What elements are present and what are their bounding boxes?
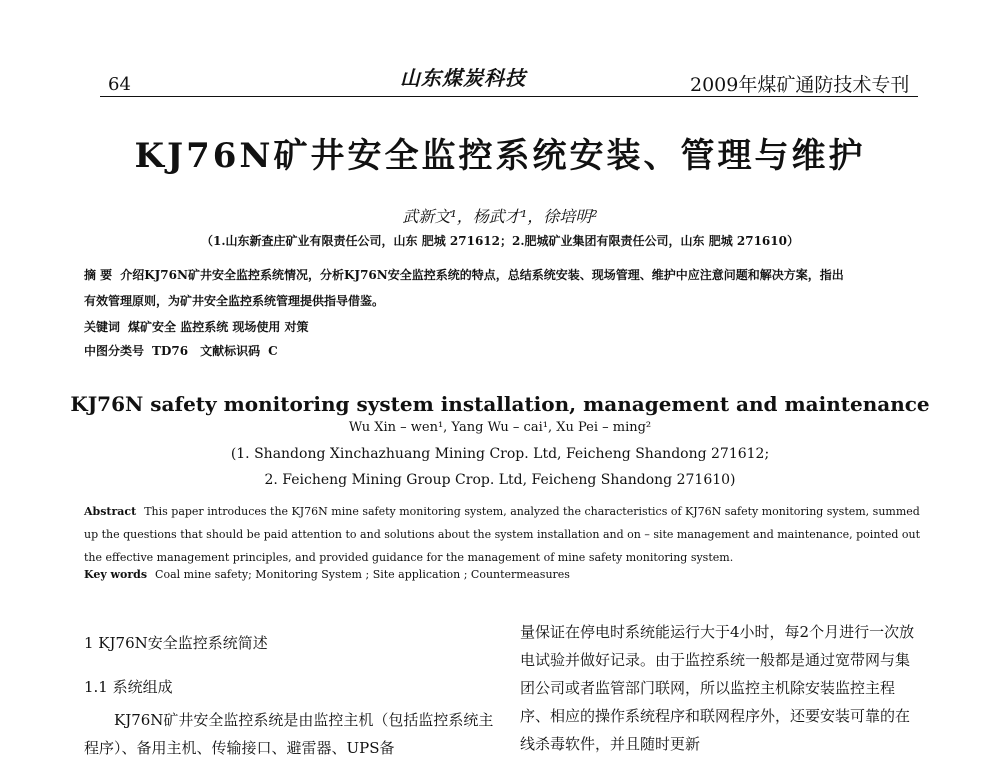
abstract-en-text: This paper introduces the KJ76N mine safety monitoring system, analyzed the characteristics of KJ76N safety monitoring system, summed up the questions that should be paid attention to and solutions about the system installation and on – site management and maintenance, pointed out the effective management principles, and provided guidance for the management of mine safety monitoring system. <box>84 505 920 564</box>
clc-code: TD76 <box>152 344 189 358</box>
title-en: KJ76N safety monitoring system installation, management and maintenance <box>70 392 930 416</box>
keywords-en-text: Coal mine safety; Monitoring System ; Site application ; Countermeasures <box>155 568 570 581</box>
abstract-en <box>84 500 920 569</box>
clc-label: 中图分类号 <box>84 344 145 358</box>
classification-cn <box>84 342 278 359</box>
body-right-column <box>520 618 920 758</box>
keywords-en-label: Key words <box>84 568 148 581</box>
abstract-cn-line2: 有效管理原则，为矿井安全监控系统管理提供指导借鉴。 <box>84 294 385 308</box>
body-left-para1: KJ76N矿井安全监控系统是由监控主机（包括监控系统主程序）、备用主机、传输接口、避雷器、UPS备 <box>84 711 494 757</box>
body-right-para1: 量保证在停电时系统能运行大于4小时，每2个月进行一次放电试验并做好记录。由于监控系统一般都是通过宽带网与集团公司或者监管部门联网，所以监控主机除安装监控主程序、相应的操作系统程序和联网程序外，还要安装可靠的在线杀毒软件，并且随时更新 <box>520 623 915 753</box>
keywords-cn <box>84 318 309 335</box>
affiliation-en-1: (1. Shandong Xinchazhuang Mining Crop. Ltd, Feicheng Shandong 271612; <box>230 446 770 462</box>
title-cn: KJ76N矿井安全监控系统安装、管理与维护 <box>134 136 866 176</box>
doc-code: C <box>268 344 278 358</box>
abstract-en-label: Abstract <box>84 505 137 518</box>
doc-label: 文献标识码 <box>200 344 261 358</box>
abstract-cn-line1: 介绍KJ76N矿井安全监控系统情况，分析KJ76N安全监控系统的特点，总结系统安装、现场管理、维护中应注意问题和解决方案，指出 <box>120 268 844 282</box>
affiliation-cn: （1.山东新查庄矿业有限责任公司，山东 肥城 271612；2.肥城矿业集团有限责任公司，山东 肥城 271610） <box>201 234 799 248</box>
section-1-1-heading: 1.1 系统组成 <box>84 678 173 696</box>
header-rule <box>100 96 918 97</box>
body-left-column <box>84 706 494 762</box>
section-1-heading: 1 KJ76N安全监控系统简述 <box>84 634 268 652</box>
page-number: 64 <box>108 74 131 95</box>
authors-cn: 武新文¹，杨武才¹，徐培明² <box>402 207 598 226</box>
keywords-cn-label: 关键词 <box>84 320 121 334</box>
keywords-cn-text: 煤矿安全 监控系统 现场使用 对策 <box>128 320 309 334</box>
affiliation-en-2: 2. Feicheng Mining Group Crop. Ltd, Feicheng Shandong 271610) <box>264 472 736 488</box>
keywords-en <box>84 568 570 581</box>
issue-label: 2009年煤矿通防技术专刊 <box>690 74 910 96</box>
authors-en: Wu Xin – wen¹, Yang Wu – cai¹, Xu Pei – ming² <box>348 420 652 435</box>
abstract-cn-label: 摘 要 <box>84 268 113 282</box>
abstract-cn <box>84 266 916 283</box>
journal-name: 山东煤炭科技 <box>400 66 526 90</box>
